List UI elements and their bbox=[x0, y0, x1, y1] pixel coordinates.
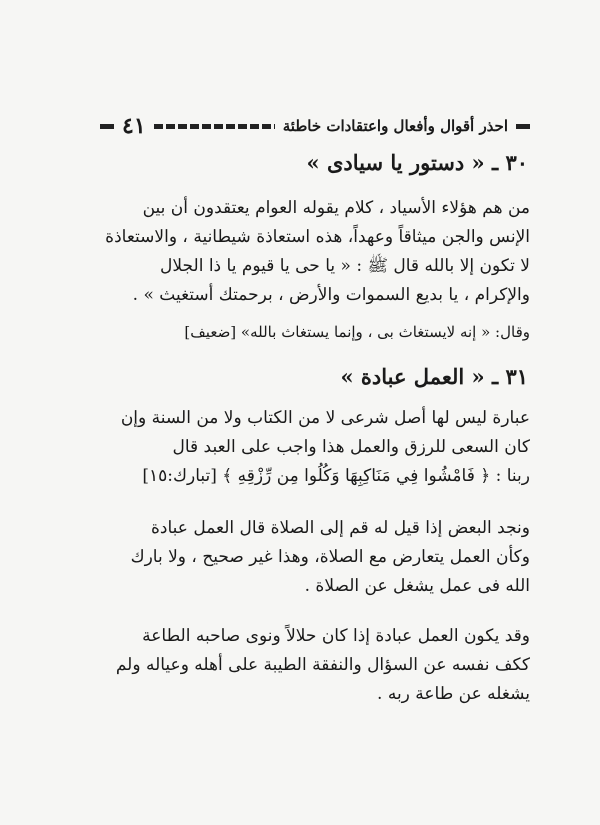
paragraph-line: وقال: « إنه لايستغاث بى ، وإنما يستغاث بالله» [ضعيف] bbox=[184, 323, 530, 341]
section-heading-30: ٣٠ ـ « دستور يا سيادى » bbox=[306, 150, 528, 175]
paragraph-line: كان السعى للرزق والعمل هذا واجب على العبد قال bbox=[172, 437, 530, 457]
section-31-paragraph-1 bbox=[76, 404, 530, 491]
header-rule bbox=[100, 124, 114, 129]
paragraph-line: والإكرام ، يا بديع السموات والأرض ، برحمتك أستغيث » . bbox=[132, 285, 530, 305]
page-header bbox=[100, 112, 530, 140]
paragraph-line: ونجد البعض إذا قيل له قم إلى الصلاة قال العمل عبادة bbox=[151, 518, 530, 538]
paragraph-line: عبارة ليس لها أصل شرعى لا من الكتاب ولا من السنة وإن bbox=[120, 408, 530, 428]
paragraph-line: لا تكون إلا بالله قال ﷺ : « يا حى يا قيوم يا ذا الجلال bbox=[160, 256, 530, 276]
header-rule bbox=[154, 124, 275, 129]
paragraph-line: وقد يكون العمل عبادة إذا كان حلالاً ونوى صاحبه الطاعة bbox=[142, 626, 530, 646]
section-30-paragraph bbox=[76, 194, 530, 310]
page-number: ٤١ bbox=[122, 113, 146, 139]
paragraph-line: يشغله عن طاعة ربه . bbox=[377, 684, 530, 704]
paragraph-line: ككف نفسه عن السؤال والنفقة الطيبة على أهله وعياله ولم bbox=[115, 655, 530, 675]
running-title: احذر أقوال وأفعال واعتقادات خاطئة bbox=[282, 117, 508, 135]
section-31-paragraph-2 bbox=[76, 514, 530, 601]
paragraph-line: الله فى عمل يشغل عن الصلاة . bbox=[304, 576, 530, 596]
paragraph-line: الإنس والجن ميثاقاً وعهداً، هذه استعاذة شيطانية ، والاستعاذة bbox=[105, 227, 530, 247]
paragraph-line: من هم هؤلاء الأسياد ، كلام يقوله العوام يعتقدون أن بين bbox=[142, 198, 530, 218]
hadith-quote bbox=[76, 318, 530, 347]
section-31-paragraph-3 bbox=[76, 622, 530, 709]
header-rule bbox=[516, 124, 530, 129]
paragraph-line: وكأن العمل يتعارض مع الصلاة، وهذا غير صحيح ، ولا بارك bbox=[130, 547, 530, 567]
section-heading-31: ٣١ ـ « العمل عبادة » bbox=[340, 364, 528, 389]
paragraph-line: ربنا : ﴿ فَامْشُوا فِي مَنَاكِبِهَا وَكُلُوا مِن رِّزْقِهِ ﴾ [تبارك:١٥] bbox=[142, 466, 530, 486]
